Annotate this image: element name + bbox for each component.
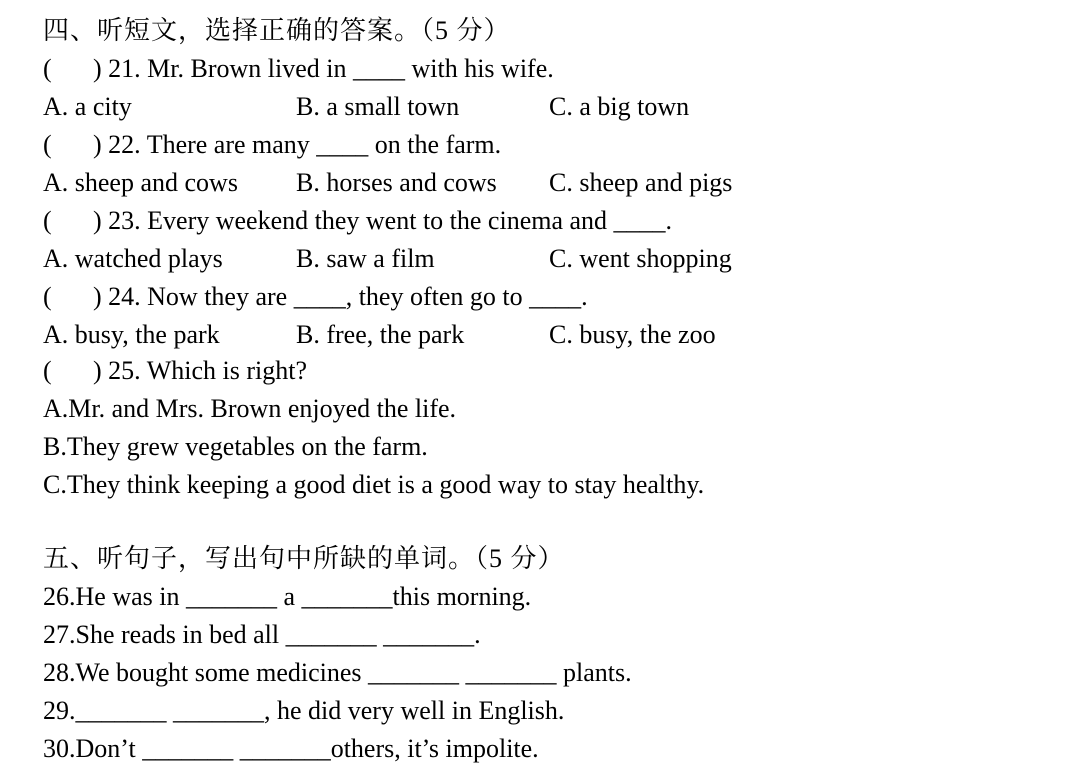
- question-25-option-a: A.Mr. and Mrs. Brown enjoyed the life.: [43, 394, 457, 423]
- question-21: [43, 50, 554, 87]
- question-24-options: [43, 316, 803, 353]
- answer-paren: (: [43, 282, 52, 311]
- option-c: C. busy, the zoo: [549, 320, 716, 349]
- question-23-options: [43, 240, 803, 277]
- answer-paren: (: [43, 54, 52, 83]
- option-b: B. a small town: [296, 92, 460, 121]
- question-25-option-b: B.They grew vegetables on the farm.: [43, 432, 428, 461]
- question-25-option-c: C.They think keeping a good diet is a good way to stay healthy.: [43, 470, 705, 499]
- question-text: ) 25. Which is right?: [93, 356, 307, 385]
- question-text: ) 22. There are many ____ on the farm.: [93, 130, 502, 159]
- option-a: A. busy, the park: [43, 320, 220, 349]
- option-a: A. watched plays: [43, 244, 223, 273]
- answer-paren: (: [43, 206, 52, 235]
- option-c: C. a big town: [549, 92, 690, 121]
- option-b: B. horses and cows: [296, 168, 497, 197]
- option-c: C. sheep and pigs: [549, 168, 733, 197]
- section-5-heading: 五、听句子，写出句中所缺的单词。（5 分）: [43, 544, 565, 573]
- question-22: [43, 126, 501, 163]
- answer-paren: (: [43, 356, 52, 385]
- question-21-options: [43, 88, 803, 125]
- fill-blank-26: 26.He was in _______ a _______this morning.: [43, 582, 532, 611]
- fill-blank-29: 29._______ _______, he did very well in English.: [43, 696, 565, 725]
- fill-blank-28: 28.We bought some medicines _______ _______ plants.: [43, 658, 632, 687]
- question-text: ) 24. Now they are ____, they often go to ____.: [93, 282, 588, 311]
- answer-paren: (: [43, 130, 52, 159]
- option-c: C. went shopping: [549, 244, 732, 273]
- question-25: [43, 352, 307, 389]
- option-a: A. sheep and cows: [43, 168, 238, 197]
- question-22-options: [43, 164, 803, 201]
- fill-blank-27: 27.She reads in bed all _______ _______.: [43, 620, 481, 649]
- section-4-heading: 四、听短文，选择正确的答案。（5 分）: [43, 16, 511, 45]
- option-b: B. free, the park: [296, 320, 465, 349]
- fill-blank-30: 30.Don’t _______ _______others, it’s impolite.: [43, 734, 539, 763]
- question-text: ) 21. Mr. Brown lived in ____ with his wife.: [93, 54, 554, 83]
- question-23: [43, 202, 672, 239]
- option-b: B. saw a film: [296, 244, 435, 273]
- question-text: ) 23. Every weekend they went to the cinema and ____.: [93, 206, 673, 235]
- option-a: A. a city: [43, 92, 132, 121]
- question-24: [43, 278, 588, 315]
